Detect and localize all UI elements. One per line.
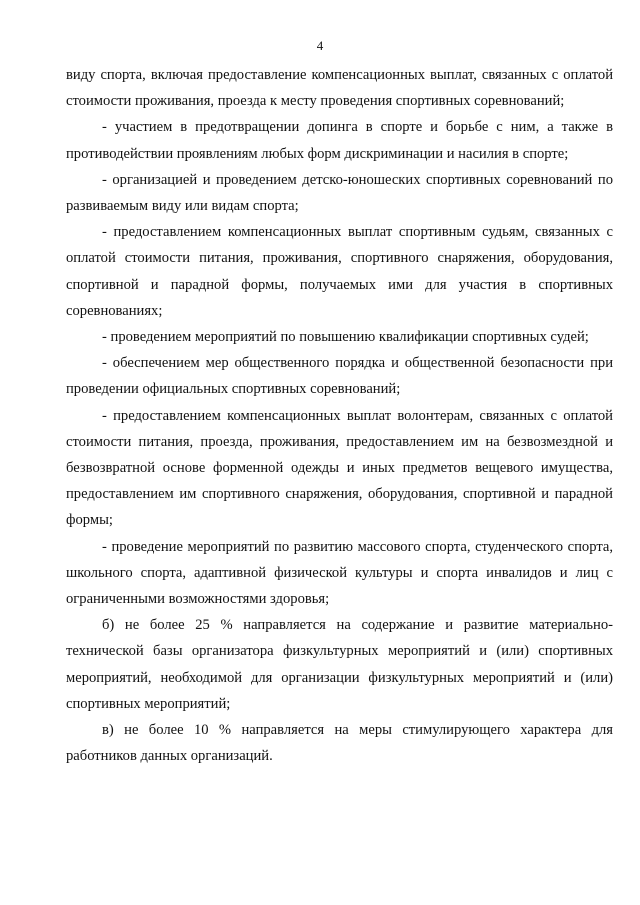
page-number: 4 — [316, 38, 324, 53]
paragraph-mass-sport: - проведение мероприятий по развитию массового спорта, студенческого спорта, школьного спорта, адаптивной физической культуры и спорта инвалидов и лиц с ограниченными возможностями здоровья; — [66, 538, 613, 608]
paragraph-incentives: в) не более 10 % направляется на меры стимулирующего характера для работников данных организаций. — [66, 722, 613, 765]
paragraph-public-order: - обеспечением мер общественного порядка и общественной безопасности при проведении официальных спортивных соревнований; — [66, 355, 613, 398]
paragraph-youth-competitions: - организацией и проведением детско-юношеских спортивных соревнований по развиваемым виду или видам спорта; — [66, 171, 613, 215]
paragraph-doping-prevention: - участием в предотвращении допинга в спорте и борьбе с ним, а также в противодействии проявлениям любых форм дискриминации и насилия в спорте; — [66, 119, 613, 162]
document-body — [66, 62, 613, 769]
paragraph-volunteer-payments: - предоставлением компенсационных выплат волонтерам, связанных с оплатой стоимости питания, проезда, проживания, предоставлением им на безвозмездной и безвозвратной основе форменной одежды и иных предметов вещевого имущества, предоставлением им спортивного снаряжения, оборудования, спортивной и парадной формы; — [66, 407, 613, 529]
paragraph-referee-payments: - предоставлением компенсационных выплат спортивным судьям, связанных с оплатой стоимости питания, проживания, спортивного снаряжения, оборудования, спортивной и парадной формы, получаемых ими для участия в спортивных соревнованиях; — [66, 224, 613, 319]
paragraph-material-base: б) не более 25 % направляется на содержание и развитие материально-технической базы организатора физкультурных мероприятий и (или) спортивных мероприятий, необходимой для организации физкультурных мероприятий и (или) спортивных мероприятий; — [66, 617, 613, 712]
paragraph-continuation: виду спорта, включая предоставление компенсационных выплат, связанных с оплатой стоимости проживания, проезда к месту проведения спортивных соревнований; — [66, 67, 613, 110]
paragraph-referee-qualification: - проведением мероприятий по повышению квалификации спортивных судей; — [102, 329, 589, 346]
